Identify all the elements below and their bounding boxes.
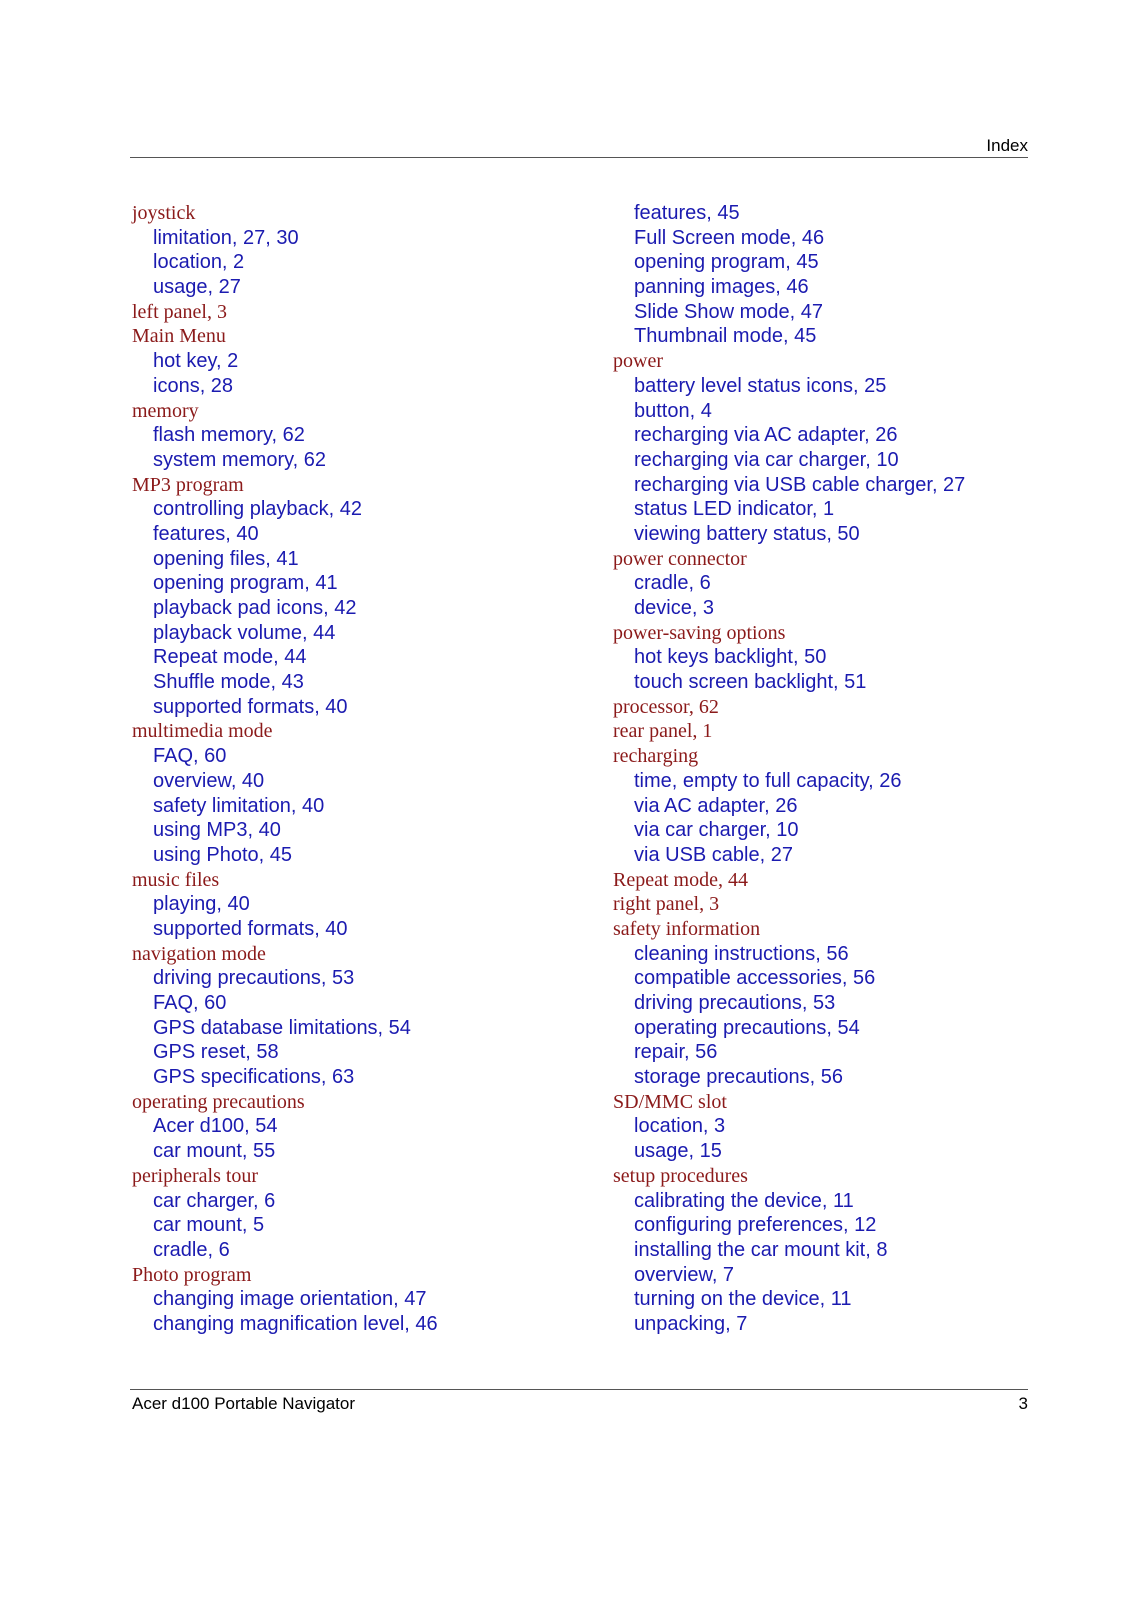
- index-subentry: car mount, 5: [153, 1214, 265, 1237]
- index-subentry: repair, 56: [634, 1041, 718, 1064]
- index-subentry: changing image orientation, 47: [153, 1288, 427, 1311]
- index-term: safety information: [613, 917, 761, 940]
- index-subentry: compatible accessories, 56: [634, 967, 876, 990]
- index-subentry: hot key, 2: [153, 350, 239, 373]
- index-subentry: GPS specifications, 63: [153, 1066, 355, 1089]
- index-subentry: driving precautions, 53: [634, 992, 836, 1014]
- index-subentry: overview, 7: [634, 1263, 735, 1286]
- index-term: recharging: [613, 745, 699, 768]
- index-subentry: recharging via car charger, 10: [634, 448, 899, 471]
- header-divider: [130, 157, 1028, 158]
- index-subentry: installing the car mount kit, 8: [634, 1238, 888, 1261]
- index-term: SD/MMC slot: [613, 1090, 727, 1113]
- index-subentry: Acer d100, 54: [153, 1115, 278, 1138]
- index-subentry: Thumbnail mode, 45: [634, 325, 817, 348]
- index-subentry: GPS reset, 58: [153, 1041, 279, 1064]
- index-term: operating precautions: [132, 1090, 305, 1113]
- index-term: Main Menu: [132, 325, 226, 348]
- footer-page-number: 3: [1018, 1394, 1028, 1413]
- index-subentry: cradle, 6: [153, 1238, 230, 1261]
- index-term: navigation mode: [132, 942, 266, 965]
- index-subentry: viewing battery status, 50: [634, 522, 860, 545]
- index-subentry: Repeat mode, 44: [153, 646, 307, 669]
- index-subentry: cleaning instructions, 56: [634, 942, 849, 965]
- index-subentry: panning images, 46: [634, 276, 809, 299]
- index-subentry: system memory, 62: [153, 448, 326, 471]
- index-subentry: using MP3, 40: [153, 819, 281, 842]
- index-term: processor, 62: [613, 695, 719, 718]
- index-term: joystick: [132, 202, 196, 224]
- index-subentry: turning on the device, 11: [634, 1288, 852, 1311]
- index-subentry: overview, 40: [153, 769, 265, 792]
- index-subentry: device, 3: [634, 597, 715, 619]
- index-subentry: car charger, 6: [153, 1189, 276, 1212]
- index-subentry: supported formats, 40: [153, 917, 348, 940]
- index-column-left: [132, 201, 572, 1337]
- index-subentry: calibrating the device, 11: [634, 1189, 854, 1212]
- index-subentry: using Photo, 45: [153, 843, 292, 866]
- index-subentry: FAQ, 60: [153, 745, 227, 768]
- index-term: Photo program: [132, 1263, 252, 1286]
- index-subentry: Shuffle mode, 43: [153, 671, 304, 694]
- index-term: setup procedures: [613, 1164, 748, 1187]
- index-subentry: via USB cable, 27: [634, 843, 793, 866]
- index-term: right panel, 3: [613, 893, 720, 916]
- index-subentry: operating precautions, 54: [634, 1016, 860, 1039]
- index-term: power: [613, 350, 663, 373]
- index-subentry: configuring preferences, 12: [634, 1214, 877, 1237]
- index-subentry: playback pad icons, 42: [153, 597, 357, 619]
- index-subentry: usage, 27: [153, 276, 241, 299]
- index-term: power-saving options: [613, 621, 786, 644]
- index-subentry: opening program, 45: [634, 251, 819, 274]
- index-term: power connector: [613, 547, 747, 570]
- index-subentry: location, 3: [634, 1115, 726, 1138]
- index-subentry: time, empty to full capacity, 26: [634, 769, 902, 792]
- index-subentry: battery level status icons, 25: [634, 374, 887, 397]
- index-term: left panel, 3: [132, 300, 227, 323]
- index-subentry: controlling playback, 42: [153, 498, 363, 521]
- index-subentry: features, 45: [634, 202, 740, 224]
- index-subentry: unpacking, 7: [634, 1312, 748, 1335]
- index-subentry: limitation, 27, 30: [153, 226, 299, 249]
- index-term: multimedia mode: [132, 720, 273, 743]
- index-subentry: changing magnification level, 46: [153, 1312, 438, 1335]
- footer-divider: [130, 1389, 1028, 1390]
- index-term: peripherals tour: [132, 1164, 259, 1187]
- index-subentry: driving precautions, 53: [153, 967, 355, 990]
- index-subentry: recharging via AC adapter, 26: [634, 424, 898, 447]
- index-subentry: usage, 15: [634, 1140, 722, 1163]
- footer-document-title: Acer d100 Portable Navigator: [132, 1394, 356, 1413]
- index-term: memory: [132, 399, 199, 422]
- index-term: Repeat mode, 44: [613, 868, 748, 891]
- index-subentry: playback volume, 44: [153, 621, 336, 644]
- index-subentry: recharging via USB cable charger, 27: [634, 473, 966, 496]
- index-subentry: hot keys backlight, 50: [634, 646, 827, 669]
- index-term: music files: [132, 868, 220, 891]
- index-subentry: car mount, 55: [153, 1140, 276, 1163]
- index-term: rear panel, 1: [613, 720, 713, 743]
- index-subentry: via car charger, 10: [634, 819, 799, 842]
- index-column-right: [613, 201, 1053, 1337]
- index-subentry: features, 40: [153, 522, 259, 545]
- index-subentry: GPS database limitations, 54: [153, 1016, 411, 1039]
- index-subentry: Full Screen mode, 46: [634, 226, 825, 249]
- index-subentry: supported formats, 40: [153, 695, 348, 718]
- index-subentry: storage precautions, 56: [634, 1066, 844, 1089]
- index-subentry: button, 4: [634, 399, 712, 422]
- index-subentry: FAQ, 60: [153, 992, 227, 1014]
- index-term: MP3 program: [132, 473, 244, 496]
- index-subentry: playing, 40: [153, 893, 250, 916]
- index-subentry: opening program, 41: [153, 572, 338, 595]
- index-subentry: opening files, 41: [153, 547, 299, 570]
- index-subentry: location, 2: [153, 251, 245, 274]
- index-subentry: via AC adapter, 26: [634, 794, 798, 817]
- index-subentry: flash memory, 62: [153, 424, 305, 447]
- index-subentry: safety limitation, 40: [153, 794, 325, 817]
- index-subentry: touch screen backlight, 51: [634, 671, 867, 694]
- index-subentry: icons, 28: [153, 374, 234, 397]
- index-subentry: cradle, 6: [634, 572, 711, 595]
- index-subentry: status LED indicator, 1: [634, 498, 835, 521]
- page-header-title: Index: [986, 136, 1028, 155]
- index-subentry: Slide Show mode, 47: [634, 300, 824, 323]
